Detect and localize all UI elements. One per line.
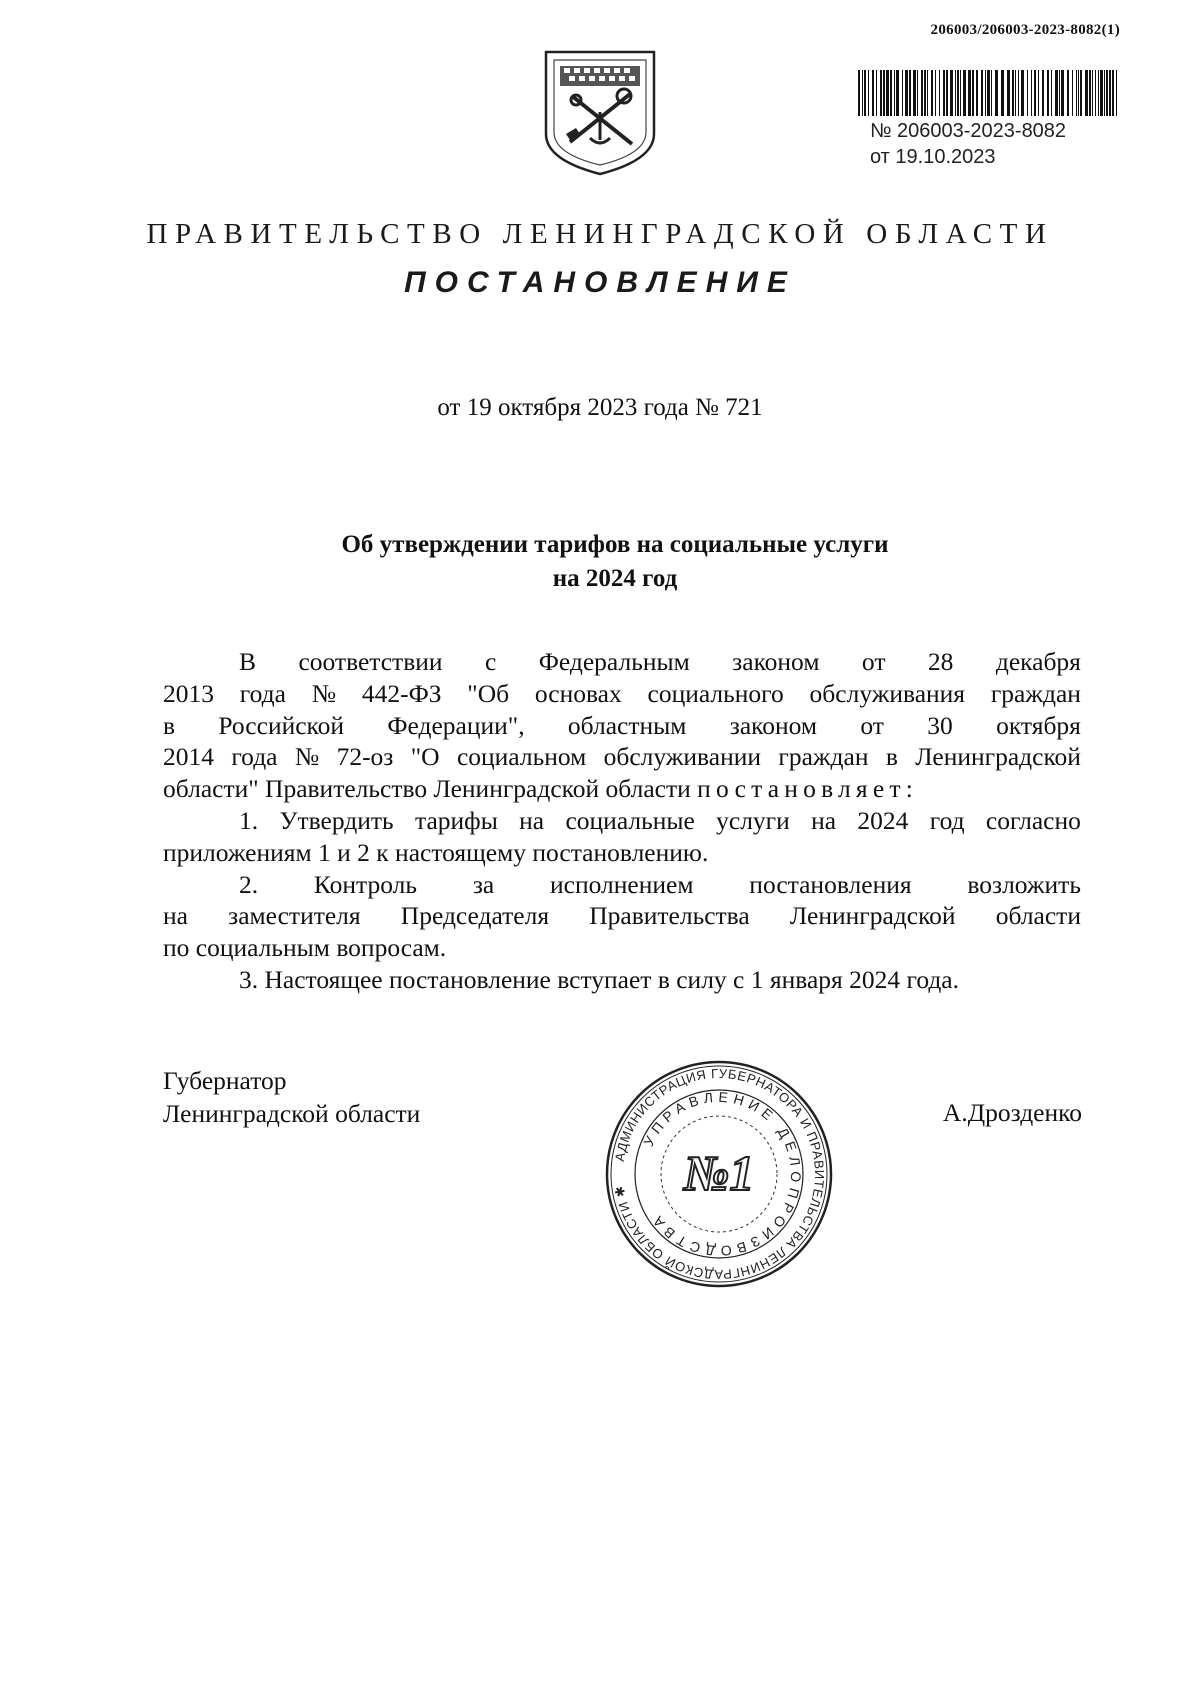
body-word: за	[472, 869, 495, 899]
barcode-bar	[1092, 70, 1093, 116]
barcode-bar	[917, 70, 918, 116]
barcode-bar	[1055, 70, 1058, 116]
body-word: услуги	[716, 805, 790, 835]
item-1-line	[163, 805, 1081, 837]
body-word: Председателя	[400, 901, 550, 931]
body-word: Ленинградской	[915, 742, 1081, 772]
barcode-bar	[1061, 70, 1064, 116]
body-word: соответствии	[298, 647, 443, 676]
barcode-bar	[1100, 70, 1103, 116]
barcode-bar	[1021, 70, 1024, 116]
body-line	[163, 773, 1081, 805]
barcode-bar	[1078, 70, 1079, 116]
body-word: на	[163, 901, 188, 931]
signatory-title-line-2: Ленинградской области	[163, 1099, 421, 1128]
item-2-line	[163, 900, 1081, 932]
barcode-bar	[946, 70, 948, 116]
body-word: 442-ФЗ	[361, 678, 442, 708]
item-2-line	[163, 869, 1081, 901]
body-word: 2.	[239, 869, 259, 899]
body-word: 2024	[857, 805, 909, 835]
barcode-bar	[1116, 70, 1117, 116]
body-word: Правительства	[589, 901, 750, 931]
body-word: 30	[927, 710, 953, 740]
body-word: исполнением	[550, 869, 694, 899]
body-word: социальные	[565, 805, 695, 835]
barcode-bar	[1085, 70, 1088, 116]
body-word: тарифы	[415, 805, 498, 835]
coat-of-arms-emblem	[540, 42, 660, 177]
subject-line-2: на 2024 год	[552, 565, 678, 592]
signatory-name: А.Дрозденко	[942, 1098, 1082, 1127]
barcode-bar	[894, 70, 895, 116]
barcode-bar	[1059, 70, 1060, 116]
barcode-bar	[1072, 70, 1073, 116]
body-word: 72-оз	[336, 742, 394, 772]
body-word: Контроль	[313, 869, 418, 899]
registration-date: от 19.10.2023	[870, 146, 996, 168]
body-word: от	[860, 710, 884, 740]
barcode-bar	[968, 70, 971, 116]
body-word: с	[484, 647, 497, 676]
body-word: обслуживания	[809, 678, 966, 708]
barcode-bar	[876, 70, 877, 116]
barcode-bar	[864, 70, 866, 116]
barcode-bar	[872, 70, 874, 116]
barcode-bar	[1076, 70, 1077, 116]
body-word: на	[811, 805, 837, 835]
barcode-bar	[921, 70, 923, 116]
body-text: области" Правительство Ленинградской области	[163, 774, 691, 804]
body-word: областным	[567, 710, 687, 740]
decree-subject	[150, 528, 1080, 596]
barcode-bar	[858, 70, 860, 116]
barcode-bar	[991, 70, 992, 116]
barcode-bar	[1018, 70, 1019, 116]
barcode-bar	[896, 70, 899, 116]
issuing-authority: ПРАВИТЕЛЬСТВО ЛЕНИНГРАДСКОЙ ОБЛАСТИ	[146, 218, 1054, 250]
body-word: Федерации",	[387, 710, 525, 740]
barcode-bar	[1089, 70, 1091, 116]
body-word: года	[231, 742, 278, 772]
barcode-bar	[1042, 70, 1044, 116]
body-word: Российской	[218, 710, 345, 740]
barcode-bar	[880, 70, 882, 116]
barcode-bar	[955, 70, 956, 116]
barcode-bar	[972, 70, 974, 116]
barcode-bar	[943, 70, 945, 116]
barcode-bar	[1015, 70, 1016, 116]
body-word: декабря	[995, 647, 1081, 676]
barcode-bar	[927, 70, 928, 116]
item-2-line: по социальным вопросам.	[163, 933, 447, 963]
body-line	[163, 710, 1081, 742]
body-word: от	[861, 647, 886, 676]
barcode-bar	[883, 70, 885, 116]
body-word: "О	[410, 742, 440, 772]
body-word: год	[929, 805, 965, 835]
body-word: 2014	[163, 742, 214, 772]
signatory-title	[163, 1064, 563, 1130]
body-word: на	[519, 805, 545, 835]
body-line	[163, 646, 1081, 678]
barcode-bar	[1047, 70, 1049, 116]
barcode-bar	[924, 70, 926, 116]
barcode-bar	[1027, 70, 1028, 116]
body-word: октября	[996, 710, 1081, 740]
decree-body	[163, 646, 1081, 996]
body-word: согласно	[985, 805, 1081, 835]
body-word: года	[239, 678, 286, 708]
body-word: области	[995, 901, 1081, 931]
barcode-bar	[905, 70, 908, 116]
barcode	[858, 70, 1124, 116]
seal-inner-text: УПРАВЛЕНИЕ ДЕЛОПРОИЗВОДСТВА	[640, 1088, 805, 1260]
body-word: 28	[927, 647, 954, 676]
barcode-bar	[931, 70, 933, 116]
barcode-bar	[1098, 70, 1099, 116]
body-word: Ленинградской	[789, 901, 956, 931]
signatory-title-line-1: Губернатор	[163, 1066, 287, 1095]
body-word: граждан	[778, 742, 869, 772]
body-word: основах	[534, 678, 622, 708]
seal-outer-text: АДМИНИСТРАЦИЯ ГУБЕРНАТОРА И ПРАВИТЕЛЬСТВА ЛЕНИНГРАДСКОЙ ОБЛАСТИ ✱	[611, 1065, 828, 1283]
item-3-line: 3. Настоящее постановление вступает в силу с 1 января 2024 года.	[239, 964, 960, 994]
body-word: законом	[732, 647, 820, 676]
barcode-bar	[935, 70, 936, 116]
body-word: 1.	[239, 805, 259, 835]
barcode-bar	[1031, 70, 1032, 116]
document-type: ПОСТАНОВЛЕНИЕ	[404, 266, 796, 299]
barcode-bar	[902, 70, 903, 116]
subject-line-1: Об утверждении тарифов на социальные услуги	[341, 531, 889, 558]
official-seal-stamp	[603, 1058, 835, 1290]
body-word: Федеральным	[538, 647, 690, 676]
barcode-bar	[1001, 70, 1004, 116]
seal-number: №1	[683, 1145, 755, 1201]
body-word: "Об	[467, 678, 510, 708]
body-word: заместителя	[228, 901, 361, 931]
barcode-bar	[995, 70, 998, 116]
barcode-bar	[1067, 70, 1069, 116]
barcode-bar	[960, 70, 961, 116]
barcode-bar	[963, 70, 966, 116]
item-1-line: приложениям 1 и 2 к настоящему постановлению.	[163, 837, 709, 867]
body-word: 2013	[163, 678, 214, 708]
registration-block	[870, 118, 1130, 170]
barcode-bar	[1034, 70, 1036, 116]
barcode-bar	[1012, 70, 1014, 116]
decree-date-number: от 19 октября 2023 года № 721	[437, 394, 763, 421]
body-word: социального	[647, 678, 784, 708]
spaced-word: постановляет:	[697, 774, 918, 804]
barcode-bar	[909, 70, 911, 116]
barcode-bar	[868, 70, 869, 116]
body-word: законом	[729, 710, 818, 740]
barcode-bar	[976, 70, 978, 116]
barcode-bar	[939, 70, 940, 116]
body-word: возложить	[967, 869, 1081, 899]
body-word: В	[239, 647, 257, 676]
body-word: Утвердить	[279, 805, 394, 835]
barcode-bar	[950, 70, 953, 116]
barcode-bar	[913, 70, 916, 116]
barcode-bar	[1109, 70, 1111, 116]
body-word: обслуживании	[603, 742, 762, 772]
body-word: социальном	[456, 742, 587, 772]
barcode-bar	[985, 70, 986, 116]
barcode-bar	[957, 70, 959, 116]
barcode-bar	[1080, 70, 1082, 116]
body-word: №	[311, 678, 337, 708]
barcode-bar	[1051, 70, 1052, 116]
barcode-bar	[862, 70, 863, 116]
barcode-bar	[987, 70, 990, 116]
barcode-bar	[890, 70, 892, 116]
barcode-bar	[1095, 70, 1096, 116]
body-word: в	[163, 710, 176, 740]
body-word: постановления	[749, 869, 912, 899]
body-line	[163, 678, 1081, 710]
barcode-bar	[1106, 70, 1108, 116]
barcode-bar	[1038, 70, 1039, 116]
document-reference: 206003/206003-2023-8082(1)	[930, 22, 1120, 38]
body-word: №	[294, 742, 320, 772]
barcode-bar	[1112, 70, 1114, 116]
body-line	[163, 741, 1081, 773]
barcode-bar	[1104, 70, 1105, 116]
barcode-bar	[981, 70, 983, 116]
body-word: в	[885, 742, 898, 772]
registration-number: № 206003-2023-8082	[870, 120, 1067, 142]
barcode-bar	[1007, 70, 1010, 116]
body-word: граждан	[990, 678, 1081, 708]
barcode-bar	[886, 70, 889, 116]
